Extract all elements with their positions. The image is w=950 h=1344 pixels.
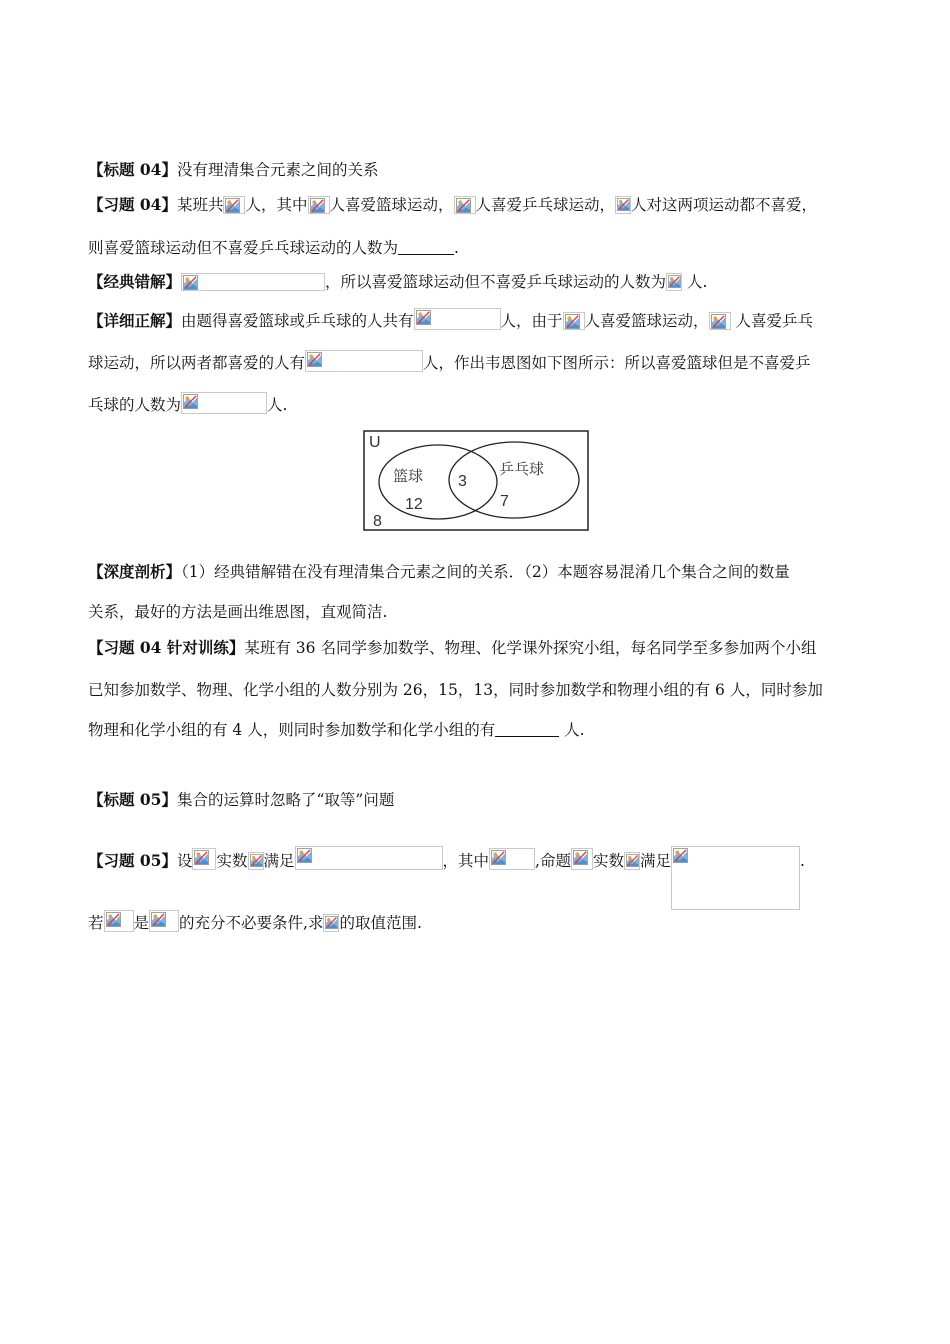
formula-image-icon [248,852,264,870]
broken-image-icon [183,275,198,290]
broken-image-icon [325,916,338,929]
training-text-4: 人. [559,721,585,739]
formula-image-icon [104,910,134,932]
pingpong-set-label: 乒乓球 [499,461,545,478]
wrong-solution-text-1: ，所以喜爱篮球运动但不喜爱乒乓球运动的人数为 [325,273,667,291]
exercise-05-text-3: 满足 [263,852,295,870]
exercise-04-line-1 [88,195,817,215]
broken-image-icon [668,275,681,288]
broken-image-icon [307,352,322,367]
formula-image-icon [181,273,325,291]
section-05-title [88,790,394,810]
broken-image-icon [297,848,312,863]
formula-image-icon [671,846,800,910]
broken-image-icon [573,850,588,865]
exercise-04-text-5: 人对这两项运动都不喜爱， [631,196,818,214]
formula-image-icon [308,196,330,214]
answer-blank [495,722,559,737]
broken-image-icon [673,848,688,863]
exercise-05-line-2-text-1: 若 [88,914,104,932]
section-05-title-bracket: 【标题 05】 [88,790,177,809]
detailed-solution-text-2: 人，由于 [500,312,563,330]
broken-image-icon [225,198,240,213]
exercise-05-text-6: 实数 [592,852,624,870]
exercise-05-text-8: . [800,852,805,870]
broken-image-icon [151,912,166,927]
broken-image-icon [183,394,198,409]
exercise-05-line-1 [88,846,805,910]
deep-analysis-text-2: 关系，最好的方法是画出维恩图，直观简洁. [88,603,388,621]
detailed-solution-line-2-text-2: 人，作出韦恩图如下图所示：所以喜爱篮球但是不喜爱乒 [423,354,811,372]
training-line-3 [88,720,585,740]
section-04-title-text: 没有理清集合元素之间的关系 [176,161,379,179]
wrong-solution-bracket: 【经典错解】 [88,272,182,291]
formula-image-icon [295,846,443,870]
formula-image-icon [223,196,245,214]
broken-image-icon [617,198,630,211]
exercise-04-bracket: 【习题 04】 [88,195,177,214]
detailed-solution-bracket: 【详细正解】 [88,311,182,330]
training-line-1 [88,638,816,658]
broken-image-icon [416,310,431,325]
exercise-04-text-2: 人，其中 [245,196,308,214]
formula-image-icon [414,308,501,330]
exercise-05-bracket: 【习题 05】 [88,851,177,870]
detailed-solution-text-4: 人喜爱乒乓 [730,312,813,330]
detailed-solution-line-3 [88,392,287,415]
formula-image-icon [149,910,179,932]
broken-image-icon [626,854,639,867]
detailed-solution-line-3-text-1: 乓球的人数为 [88,396,182,414]
detailed-solution-line-2 [88,350,811,373]
deep-analysis-bracket: 【深度剖析】 [88,562,182,581]
formula-image-icon [323,914,339,932]
formula-image-icon [571,848,593,870]
detailed-solution-line-2-text-1: 球运动，所以两者都喜爱的人有 [88,354,306,372]
exercise-05-line-2-text-4: 的取值范围. [339,914,422,932]
exercise-04-line-2-end: . [454,239,459,257]
section-04-title-bracket: 【标题 04】 [88,160,177,179]
exercise-05-text-4: ，其中 [442,852,490,870]
exercise-05-text-7: 满足 [639,852,671,870]
formula-image-icon [709,312,731,330]
pingpong-only-value: 7 [500,493,509,510]
classic-wrong-solution [88,272,707,292]
detailed-solution-line-3-text-2: 人. [267,396,288,414]
training-line-2 [88,680,823,700]
formula-image-icon [489,848,535,870]
exercise-05-line-2-text-3: 的充分不必要条件,求 [179,914,324,932]
broken-image-icon [491,850,506,865]
outside-value: 8 [373,513,382,530]
broken-image-icon [711,314,726,329]
detailed-solution-text-1: 由题得喜爱篮球或乒乓球的人共有 [181,312,414,330]
formula-image-icon [624,852,640,870]
basketball-set-label: 篮球 [393,468,424,485]
exercise-04-text-1: 某班共 [176,196,224,214]
universe-label: U [369,434,381,451]
deep-analysis-line-1 [88,562,790,582]
formula-image-icon [666,273,682,291]
broken-image-icon [106,912,121,927]
exercise-05-text-2: 实数 [216,852,248,870]
broken-image-icon [194,850,209,865]
deep-analysis-line-2 [88,602,387,622]
answer-blank [398,240,454,255]
broken-image-icon [565,314,580,329]
training-text-3: 物理和化学小组的有 4 人，则同时参加数学和化学小组的有 [88,721,496,739]
detailed-solution-text-3: 人喜爱篮球运动， [584,312,709,330]
training-text-2: 已知参加数学、物理、化学小组的人数分别为 26，15，13，同时参加数学和物理小组的有 6 人，同时参加 [88,681,823,699]
exercise-04-line-2 [88,238,459,258]
formula-image-icon [192,848,216,870]
section-04-title [88,160,378,180]
formula-image-icon [563,312,585,330]
exercise-05-line-2 [88,910,422,933]
intersection-value: 3 [458,473,467,490]
deep-analysis-text-1: （1）经典错解错在没有理清集合元素之间的关系．（2）本题容易混淆几个集合之间的数量 [181,563,790,581]
exercise-05-text-5: ,命题 [535,852,571,870]
broken-image-icon [456,198,471,213]
formula-image-icon [181,392,267,414]
exercise-05-text-1: 设 [176,852,193,870]
exercise-05-line-2-text-2: 是 [133,914,150,932]
exercise-04-text-4: 人喜爱乒乓球运动， [475,196,616,214]
wrong-solution-text-2: 人. [682,273,708,291]
exercise-04-line-2-text: 则喜爱篮球运动但不喜爱乒乓球运动的人数为 [88,239,399,257]
training-text-1: 某班有 36 名同学参加数学、物理、化学课外探究小组，每名同学至多参加两个小组 [244,639,817,657]
formula-image-icon [454,196,476,214]
detailed-solution-line-1 [88,308,813,331]
broken-image-icon [250,854,263,867]
formula-image-icon [615,196,631,214]
basketball-only-value: 12 [405,496,423,513]
broken-image-icon [310,198,325,213]
section-05-title-text: 集合的运算时忽略了“取等”问题 [176,791,395,809]
training-bracket: 【习题 04 针对训练】 [88,638,245,657]
venn-diagram [363,430,589,531]
formula-image-icon [305,350,423,372]
exercise-04-text-3: 人喜爱篮球运动， [329,196,454,214]
